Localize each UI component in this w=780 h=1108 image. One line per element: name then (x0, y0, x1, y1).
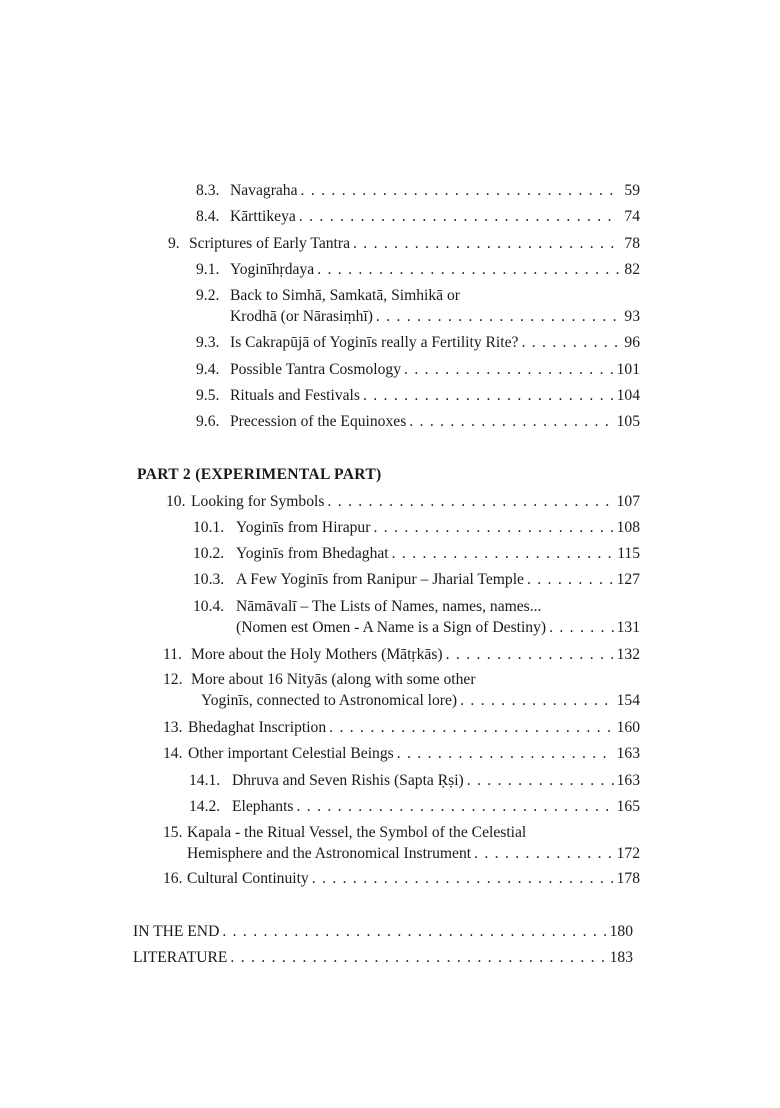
toc-entry-15 (187, 844, 640, 864)
entry-title-line1: More about 16 Nityās (along with some other (191, 671, 476, 688)
entry-page: 107 (616, 493, 640, 510)
entry-number: 14.2. (189, 798, 221, 815)
entry-page: 82 (624, 261, 640, 278)
entry-title: Yoginīs from Hirapur (236, 519, 371, 536)
entry-title-line1: Nāmāvalī – The Lists of Names, names, names... (236, 598, 542, 615)
toc-entry-10-4 (236, 618, 640, 638)
entry-page: 96 (624, 334, 640, 351)
entry-number: 8.3. (196, 182, 220, 199)
dot-leader (301, 181, 619, 201)
entry-page: 160 (616, 719, 640, 736)
dot-leader (392, 544, 615, 564)
entry-title: Cultural Continuity (187, 870, 309, 887)
toc-entry-13 (163, 718, 640, 738)
entry-title: Kārttikeya (230, 208, 296, 225)
toc-entry-9-2-line1 (196, 286, 460, 306)
dot-leader (446, 645, 614, 665)
toc-entry-14-2 (189, 797, 640, 817)
toc-entry-9 (168, 234, 640, 254)
entry-number: 8.4. (196, 208, 220, 225)
entry-number: 13. (163, 719, 183, 736)
entry-number: 9.2. (196, 287, 220, 304)
toc-entry-10-3 (193, 570, 640, 590)
entry-title: Navagraha (230, 182, 298, 199)
dot-leader (376, 307, 619, 327)
toc-entry-10 (166, 492, 640, 512)
entry-title: Yoginīs from Bhedaghat (236, 545, 389, 562)
toc-entry-9-4 (196, 360, 640, 380)
entry-title: More about the Holy Mothers (Mātṛkās) (191, 646, 443, 663)
entry-number: 10.3. (193, 571, 225, 588)
toc-entry-8-4 (196, 207, 640, 227)
entry-page: 93 (624, 308, 640, 325)
entry-page: 59 (624, 182, 640, 199)
dot-leader (373, 518, 613, 538)
entry-number: 10.4. (193, 598, 225, 615)
toc-entry-12-line1 (163, 670, 476, 690)
entry-number: 9. (168, 235, 180, 252)
dot-leader (363, 386, 614, 406)
entry-title: Possible Tantra Cosmology (230, 361, 402, 378)
entry-page: 165 (616, 798, 640, 815)
entry-page: 178 (616, 870, 640, 887)
entry-page: 131 (616, 619, 640, 636)
entry-title: Precession of the Equinoxes (230, 413, 407, 430)
toc-entry-9-2 (230, 307, 640, 327)
toc-entry-8-3 (196, 181, 640, 201)
entry-title: Scriptures of Early Tantra (189, 235, 351, 252)
entry-number: 9.4. (196, 361, 220, 378)
toc-entry-9-6 (196, 412, 640, 432)
entry-number: 12. (163, 671, 183, 688)
dot-leader (474, 844, 614, 864)
entry-title: Elephants (232, 798, 294, 815)
entry-page: 163 (616, 772, 640, 789)
entry-number: 9.1. (196, 261, 220, 278)
dot-leader (409, 412, 613, 432)
dot-leader (521, 333, 619, 353)
entry-title: Yoginīhṛdaya (230, 261, 315, 278)
entry-number: 16. (163, 870, 183, 887)
part-heading: PART 2 (EXPERIMENTAL PART) (137, 466, 382, 483)
entry-page: 132 (616, 646, 640, 663)
entry-title: Yoginīs, connected to Astronomical lore) (201, 692, 458, 709)
dot-leader (460, 691, 614, 711)
dot-leader (312, 869, 614, 889)
entry-page: 163 (616, 745, 640, 762)
entry-title: (Nomen est Omen - A Name is a Sign of Destiny) (236, 619, 547, 636)
toc-entry-literature (133, 948, 633, 968)
entry-page: 78 (624, 235, 640, 252)
dot-leader (222, 922, 606, 942)
dot-leader (549, 618, 614, 638)
entry-title: Bhedaghat Inscription (188, 719, 327, 736)
dot-leader (527, 570, 614, 590)
entry-page: 172 (616, 845, 640, 862)
entry-title: Dhruva and Seven Rishis (Sapta Ṛṣi) (232, 772, 464, 789)
entry-title: Krodhā (or Nārasiṃhī) (230, 308, 373, 325)
entry-title: Looking for Symbols (191, 493, 325, 510)
entry-title: Is Cakrapūjā of Yoginīs really a Fertility Rite? (230, 334, 519, 351)
entry-number: 9.6. (196, 413, 220, 430)
dot-leader (230, 948, 606, 968)
entry-number: 11. (163, 646, 182, 663)
toc-entry-11 (163, 645, 640, 665)
entry-page: 180 (609, 923, 633, 940)
entry-number: 10.2. (193, 545, 225, 562)
entry-title: A Few Yoginīs from Ranipur – Jharial Temple (236, 571, 524, 588)
entry-title-line1: Back to Simhā, Samkatā, Simhikā or (230, 287, 460, 304)
toc-entry-15-line1 (163, 823, 526, 843)
entry-title: LITERATURE (133, 949, 228, 966)
entry-number: 9.3. (196, 334, 220, 351)
dot-leader (299, 207, 619, 227)
entry-number: 14.1. (189, 772, 221, 789)
entry-number: 10. (166, 493, 186, 510)
entry-page: 101 (616, 361, 640, 378)
entry-page: 104 (616, 387, 640, 404)
toc-entry-10-1 (193, 518, 640, 538)
dot-leader (297, 797, 614, 817)
entry-page: 154 (616, 692, 640, 709)
entry-page: 105 (616, 413, 640, 430)
toc-entry-9-3 (196, 333, 640, 353)
toc-entry-12 (201, 691, 640, 711)
entry-title: Hemisphere and the Astronomical Instrument (187, 845, 472, 862)
toc-entry-in-the-end (133, 922, 633, 942)
entry-title: IN THE END (133, 923, 220, 940)
entry-page: 74 (624, 208, 640, 225)
dot-leader (467, 771, 614, 791)
dot-leader (329, 718, 613, 738)
toc-entry-9-1 (196, 260, 640, 280)
dot-leader (317, 260, 619, 280)
entry-number: 14. (163, 745, 183, 762)
dot-leader (397, 744, 614, 764)
entry-page: 127 (616, 571, 640, 588)
entry-page: 183 (609, 949, 633, 966)
toc-entry-14-1 (189, 771, 640, 791)
entry-page: 115 (617, 545, 640, 562)
entry-title-line1: Kapala - the Ritual Vessel, the Symbol of the Celestial (187, 824, 527, 841)
dot-leader (353, 234, 619, 254)
toc-entry-16 (163, 869, 640, 889)
entry-title: Rituals and Festivals (230, 387, 360, 404)
dot-leader (404, 360, 614, 380)
entry-number: 9.5. (196, 387, 220, 404)
entry-page: 108 (616, 519, 640, 536)
dot-leader (327, 492, 613, 512)
entry-title: Other important Celestial Beings (188, 745, 394, 762)
toc-entry-10-4-line1 (193, 597, 541, 617)
entry-number: 15. (163, 824, 183, 841)
entry-number: 10.1. (193, 519, 225, 536)
toc-entry-9-5 (196, 386, 640, 406)
toc-entry-14 (163, 744, 640, 764)
toc-entry-10-2 (193, 544, 640, 564)
